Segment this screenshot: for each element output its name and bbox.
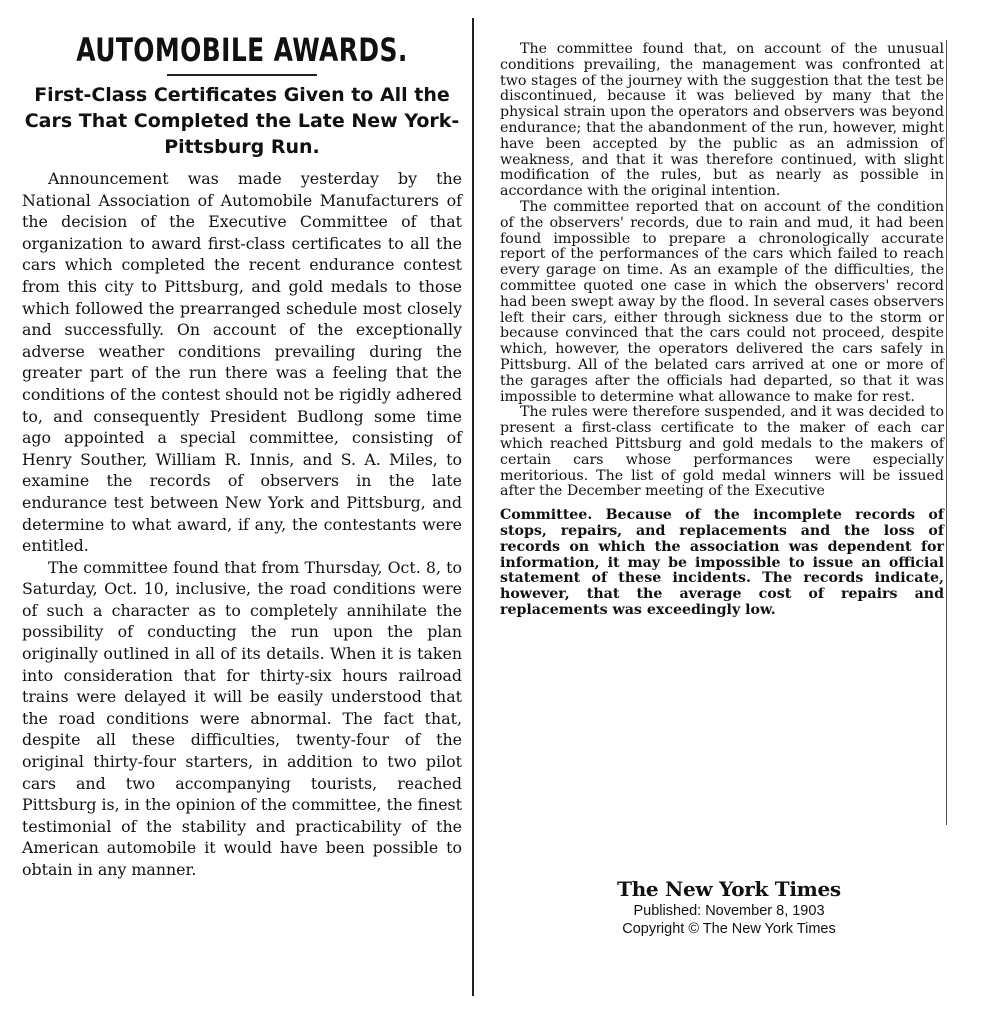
paragraph: Announcement was made yesterday by the National Association of Automobile Manufacturers of the decision of the Executive Committee of that organization to award first-class certificates to all the cars which completed the recent endurance contest from this city to Pittsburg, and gold medals to those which followed the prearranged schedule most closely and successfully. On account of the exceptionally adverse weather conditions prevailing during the greater part of the run there was a feeling that the conditions of the contest should not be rigidly adhered to, and consequently President Budlong some time ago appointed a special committee, consisting of Henry Souther, William R. Innis, and S. A. Miles, to examine the records of observers in the late endurance test between New York and Pittsburg, and determine to what award, if any, the contestants were entitled. <box>22 169 462 556</box>
masthead-logo: The New York Times <box>617 877 841 901</box>
right-rule <box>946 40 947 825</box>
deck: First-Class Certificates Given to All the Cars That Completed the Late New York-Pittsburg Run. <box>24 84 460 158</box>
published-date: Published: November 8, 1903 <box>633 903 825 919</box>
headline: AUTOMOBILE AWARDS. <box>76 31 408 69</box>
right-body <box>500 42 944 619</box>
column-divider <box>472 18 474 996</box>
copyright: Copyright © The New York Times <box>622 921 836 937</box>
right-column <box>500 0 944 619</box>
headline-rule <box>167 74 317 76</box>
footer <box>600 876 858 938</box>
left-column <box>22 0 462 881</box>
paragraph: Committee. Because of the incomplete records of stops, repairs, and replacements and the loss of records on which the association was dependent for information, it may be impossible to issue an official statement of these incidents. The records indicate, however, that the average cost of repairs and replacements was exceedingly low. <box>500 507 944 618</box>
paragraph: The committee reported that on account of the condition of the observers' records, due to rain and mud, it had been found impossible to prepare a chronologically accurate report of the performances of the cars which failed to reach every garage on time. As an example of the difficulties, the committee quoted one case in which the observers' record had been swept away by the flood. In several cases observers left their cars, either through sickness due to the storm or because convinced that the cars could not proceed, despite which, however, the operators delivered the cars safely in Pittsburg. All of the belated cars arrived at one or more of the garages after the officials had departed, so that it was impossible to determine what allowance to make for rest. <box>500 198 944 405</box>
paragraph: The committee found that from Thursday, Oct. 8, to Saturday, Oct. 10, inclusive, the road conditions were of such a character as to completely annihilate the possibility of conducting the run upon the plan originally outlined in all of its details. When it is taken into consideration that for thirty-six hours railroad trains were delayed it will be easily understood that the road conditions were abnormal. The fact that, despite all these difficulties, twenty-four of the original thirty-four starters, in addition to two pilot cars and two accompanying tourists, reached Pittsburg is, in the opinion of the committee, the finest testimonial of the stability and practicability of the American automobile it would have been possible to obtain in any manner. <box>22 557 462 879</box>
paragraph: The rules were therefore suspended, and it was decided to present a first-class certificate to the maker of each car which reached Pittsburg and gold medals to the makers of certain cars whose performances were especially meritorious. The list of gold medal winners will be issued after the December meeting of the Executive <box>500 404 944 500</box>
paragraph: The committee found that, on account of the unusual conditions prevailing, the management was confronted at two stages of the journey with the suggestion that the test be discontinued, because it was believed by many that the physical strain upon the operators and observers was beyond endurance; that the abandonment of the run, however, might have been accepted by the public as an admission of weakness, and that it was therefore continued, with slight modification of the rules, but as nearly as possible in accordance with the original intention. <box>500 41 944 200</box>
left-body <box>22 168 462 881</box>
